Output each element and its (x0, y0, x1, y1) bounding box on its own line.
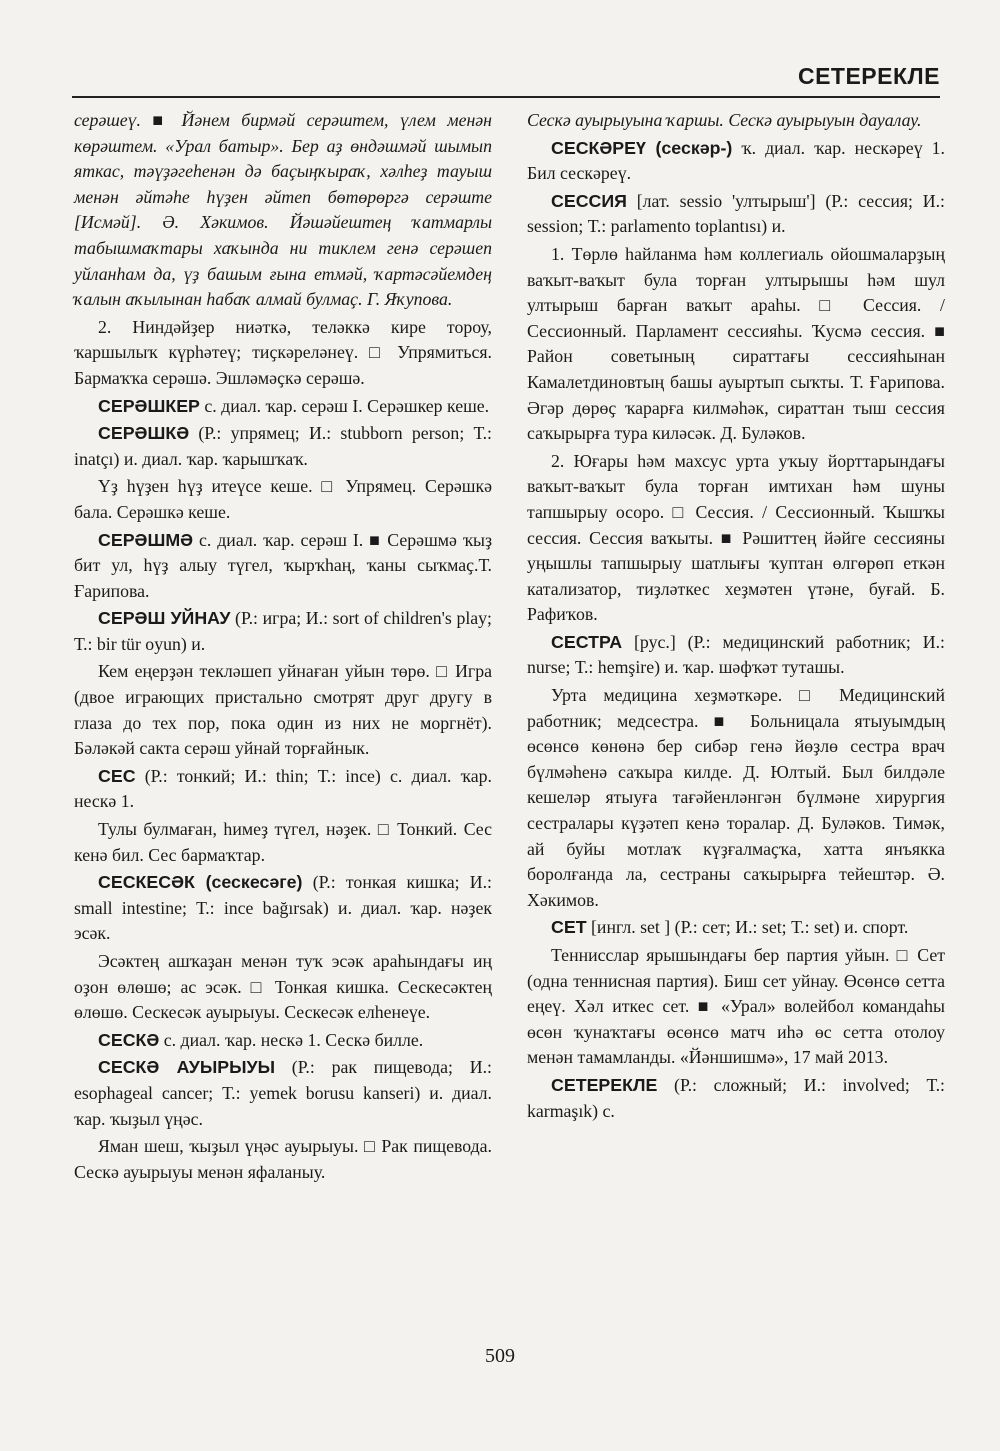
headword: СЕС (98, 765, 136, 786)
running-head (72, 56, 940, 98)
entry-sense: Яман шеш, ҡыҙыл үңәс ауырыуы. □ Рак пищевода. Сескә ауырыуы менән яфаланыу. (74, 1136, 492, 1182)
headword: СЕСТРА (551, 631, 623, 652)
entry-definition: с. диал. ҡар. серәш I. Серәшкер кеше. (199, 395, 490, 416)
entry-sense: Эсәктең ашҡаҙан менән туҡ эсәк араһындағы иң оҙон өлөшө; ас эсәк. □ Тонкая кишка. Сескесәктең өлөшө. Сескесәк ауырыуы. Сескесәк елһенеүе. (74, 951, 492, 1023)
dictionary-entry (74, 421, 492, 472)
entry-definition: (Р.: сложный; И.: involved; Т.: karmaşık) с. (527, 1074, 945, 1121)
entry-text: серәшеү. ■ Йәнем бирмәй серәштем, үлем менән көрәштем. «Урал батыр». Бер аҙ өндәшмәй шымып яткас, тәүҙәгеһенән дә баҫыңҡыраҡ, хәлһеҙ тауыш менән әйтәһе һүҙен әйтеп бөтөрөргә серәште [Исмәй]. Ә. Хәкимов. Йәшәйештең ҡатмарлы табышмаҡтары хаҡында ни тиклем генә серәшеп уйланһам да, үҙ башым ғына етмәй, ҡартәсәйемдең ҡалын аҡылынан һабаҡ алмай булмаҫ. Г. Яҡупова. (74, 110, 492, 310)
page-number: 509 (485, 1345, 515, 1367)
dictionary-entry (74, 394, 492, 420)
entry-definition: [лат. sessio 'ултырыш'] (Р.: сессия; И.: session; Т.: parlamento toplantısı) и. (527, 190, 945, 237)
dictionary-entry (74, 764, 492, 815)
headword: СЕСКӘРЕҮ (сескәр-) (551, 137, 733, 158)
entry-definition: (Р.: тонкий; И.: thin; Т.: ince) с. диал. ҡар. нескә 1. (74, 765, 492, 812)
headword: СЕРӘШ УЙНАУ (98, 608, 231, 629)
entry-definition: с. диал. ҡар. нескә 1. Сескә билле. (159, 1029, 424, 1050)
entry-definition: (Р.: рак пищевода; И.: esophageal cancer; Т.: yemek borusu kanseri) и. диал. ҡар. ҡыҙыл үңәс. (74, 1057, 492, 1129)
entry-definition: (Р.: упрямец; И.: stubborn person; Т.: inatçı) и. диал. ҡар. ҡарышҡаҡ. (74, 423, 492, 469)
headword: СЕРӘШКӘ (98, 423, 190, 444)
entry-sense: 1. Төрлө һайланма һәм коллегиаль ойошмаларҙың ваҡыт-ваҡыт була торған ултырышы һәм шул ултырыш барған ваҡыт араһы. □ Сессия. / Сессионный. Парламент сессияһы. Ҡусмә сессия. ■ Район советының сираттағы сессияһынан Камалетдиновтың башы ауыртып сыҡты. Т. Ғарипова. Әгәр дөрөҫ ҡарарға килмәһәк, сираттан тыш сессия саҡырырға тура киләсәк. Д. Буләков. (527, 243, 945, 444)
headword: СЕТ (551, 917, 587, 938)
left-column (74, 108, 492, 1185)
entry-definition: (Р.: игра; И.: sort of children's play; Т.: bir tür oyun) и. (74, 608, 492, 654)
entry-sense: Үҙ һүҙен һүҙ итеүсе кеше. □ Упрямец. Серәшкә бала. Серәшкә кеше. (74, 476, 492, 522)
entry-definition: [рус.] (Р.: медицинский работник; И.: nurse; Т.: hemşire) и. ҡар. шәфҡәт туташы. (527, 631, 945, 678)
headword: СЕСКЕСӘК (сескесәге) (98, 872, 303, 893)
dictionary-entry (527, 136, 945, 187)
headword: СЕССИЯ (551, 190, 627, 211)
dictionary-entry (74, 528, 492, 605)
entry-sense: 2. Юғары һәм махсус урта уҡыу йорттарындағы ваҡыт-ваҡыт була торған имтихан һәм шуны тапшырыу осоро. □ Сессия. / Сессионный. Ҡышҡы сессия. Сессия ваҡыты. ■ Рәшиттең йәйге сессияны уңышлы тапшырыу шатлығы ҡуптан өлгөрөп еткән катализатор, тиҙләткес хеҙмәтен үтәне, буғай. Б. Рафиҡов. (527, 450, 945, 625)
headword: СЕСКӘ (98, 1029, 160, 1050)
entry-definition: ҡ. диал. ҡар. нескәреү 1. Бил сескәреү. (527, 137, 946, 184)
entry-sense: Тулы булмаған, һимеҙ түгел, нәҙек. □ Тонкий. Сес кенә бил. Сес бармаҡтар. (74, 819, 492, 865)
headword: СЕРӘШМӘ (98, 529, 194, 550)
headword: СЕРӘШКЕР (98, 395, 200, 416)
entry-definition: (Р.: тонкая кишка; И.: small intestine; Т.: ince bağırsak) и. диал. ҡар. нәҙек эсәк. (74, 872, 492, 944)
dictionary-entry (527, 189, 945, 240)
entry-sense: 2. Ниндәйҙер ниәткә, теләккә кире тороу, ҡаршылыҡ күрһәтеү; тиҫкәреләнеү. □ Упрямиться. Бармаҡҡа серәшә. Эшләмәҫкә серәшә. (74, 316, 492, 388)
headword: СЕТЕРЕКЛЕ (551, 1074, 658, 1095)
dictionary-entry (74, 1055, 492, 1132)
headword: СЕСКӘ АУЫРЫУЫ (98, 1057, 275, 1078)
right-column (527, 108, 945, 1124)
dictionary-entry (527, 630, 945, 681)
entry-text: Сескә ауырыуына ҡаршы. Сескә ауырыуын дауалау. (527, 110, 922, 130)
dictionary-entry (527, 915, 945, 941)
entry-sense: Теннисслар ярышындағы бер партия уйын. □ Сет (одна теннисная партия). Биш сет уйнау. Өсөнсө сетта еңеү. Хәл иткес сет. ■ «Урал» волейбол командаһы өсөн ҡунаҡтағы өсөнсө матч иһә өс сетта отолоу менән тамамланды. «Йәншишмә», 17 май 2013. (527, 945, 945, 1068)
entry-sense: Урта медицина хеҙмәткәре. □ Медицинский работник; медсестра. ■ Больницала ятыуымдың өсөнсө көнөнә бер сибәр генә йөҙлө сестра врач бүлмәһенә саҡыра килде. Д. Юлтый. Был билдәле кешеләр ятыуға тағәйенләнгән бүлмәне хирургия сестралары күҙәтеп кенә торалар. Д. Буләков. Тимәк, ай буйы мотлаҡ күҙғалмаҫҡа, хатта янъякка боролғанда ла, сестраны саҡырырға тейештәр. Ә. Хәкимов. (527, 685, 945, 910)
running-head-title: СЕТЕРЕКЛЕ (797, 63, 940, 89)
entry-definition: [ингл. set ] (Р.: сет; И.: set; Т.: set) и. спорт. (586, 917, 909, 938)
dictionary-entry (74, 606, 492, 657)
dictionary-entry (74, 1028, 492, 1054)
dictionary-entry (527, 1073, 945, 1124)
dictionary-entry (74, 870, 492, 947)
entry-sense: Кем еңерҙән текләшеп уйнаған уйын төрө. □ Игра (двое играющих пристально смотрят друг другу в глаза до тех пор, пока один из них не моргнёт). Бәләкәй сакта серәш уйнай торғайнык. (74, 661, 492, 759)
entry-definition: с. диал. ҡар. серәш I. ■ Серәшмә ҡыҙ бит ул, һүҙ алыу түгел, ҡырҡһаң, ҡаны сыҡмаҫ.Т. Ғарипова. (74, 529, 492, 601)
